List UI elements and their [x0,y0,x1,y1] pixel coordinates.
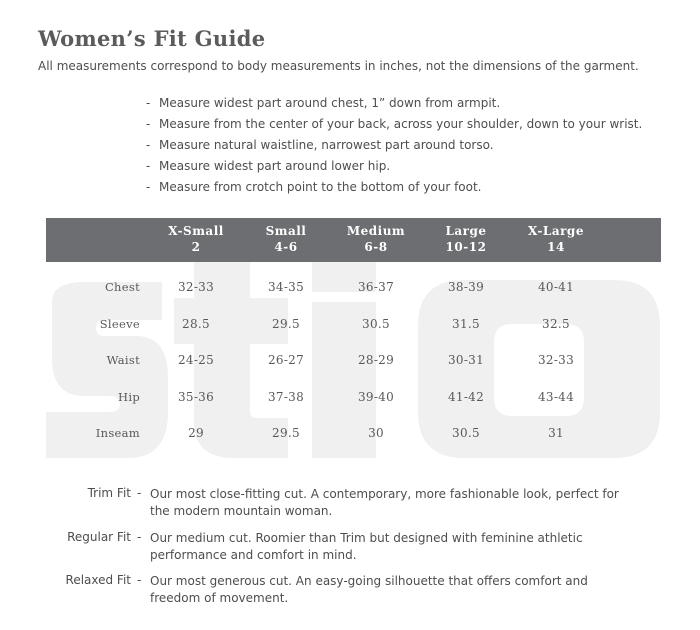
table-cell: 29 [188,426,204,440]
size-name: Medium [346,224,406,238]
separator: - [146,138,151,152]
size-name: Small [265,224,307,238]
row-label-hip: Hip [118,390,140,404]
table-cell: 39-40 [357,390,395,404]
table-cell: 31 [548,426,564,440]
measure-text: Measure widest part around chest, 1” down from armpit. [159,96,501,110]
table-cell: 32.5 [542,317,570,331]
separator: - [137,573,142,587]
table-cell: 24-25 [177,353,215,367]
table-cell: 28-29 [357,353,395,367]
table-cell: 37-38 [267,390,305,404]
separator: - [146,159,151,173]
row-label-waist: Waist [106,353,140,367]
fit-text: Our most generous cut. An easy-going silhouette that offers comfort and freedom of movement. [150,574,588,605]
table-cell: 41-42 [447,390,485,404]
measure-text: Measure from crotch point to the bottom of your foot. [159,180,482,194]
page-subtitle: All measurements correspond to body measurements in inches, not the dimensions of the garment. [38,59,639,73]
table-cell: 30.5 [362,317,390,331]
table-cell: 29.5 [272,317,300,331]
separator: - [146,117,151,131]
table-cell: 28.5 [182,317,210,331]
size-range: 10-12 [445,240,487,254]
fit-label: Regular Fit [67,530,131,544]
table-cell: 38-39 [447,280,485,294]
table-cell: 34-35 [267,280,305,294]
table-cell: 40-41 [537,280,575,294]
table-cell: 29.5 [272,426,300,440]
table-cell: 32-33 [537,353,575,367]
table-cell: 31.5 [452,317,480,331]
separator: - [137,486,142,500]
separator: - [146,180,151,194]
size-range: 4-6 [274,240,298,254]
size-header-xsmall [151,223,241,255]
table-cell: 35-36 [177,390,215,404]
table-cell: 32-33 [177,280,215,294]
row-label-sleeve: Sleeve [99,317,140,331]
table-cell: 26-27 [267,353,305,367]
size-range: 6-8 [364,240,388,254]
table-cell: 36-37 [357,280,395,294]
row-label-chest: Chest [104,280,140,294]
separator: - [137,530,142,544]
fit-text: Our most close-fitting cut. A contemporary, more fashionable look, perfect for the modern mountain woman. [150,487,619,518]
size-header-large [421,223,511,255]
size-header-medium [331,223,421,255]
table-cell: 30-31 [447,353,485,367]
size-range: 2 [191,240,201,254]
measure-text: Measure natural waistline, narrowest part around torso. [159,138,494,152]
size-name: Large [445,224,487,238]
separator: - [146,96,151,110]
row-label-inseam: Inseam [95,426,140,440]
size-header-small [241,223,331,255]
table-cell: 43-44 [537,390,575,404]
size-name: X-Large [528,224,584,238]
measure-text: Measure widest part around lower hip. [159,159,391,173]
measure-text: Measure from the center of your back, across your shoulder, down to your wrist. [159,117,643,131]
table-cell: 30 [368,426,384,440]
table-cell: 30.5 [452,426,480,440]
page-title: Women’s Fit Guide [38,26,266,51]
size-name: X-Small [168,224,224,238]
size-range: 14 [547,240,565,254]
fit-label: Trim Fit [87,486,131,500]
size-header-xlarge [511,223,601,255]
fit-label: Relaxed Fit [65,573,131,587]
fit-text: Our medium cut. Roomier than Trim but designed with feminine athletic performance and comfort in mind. [150,531,583,562]
